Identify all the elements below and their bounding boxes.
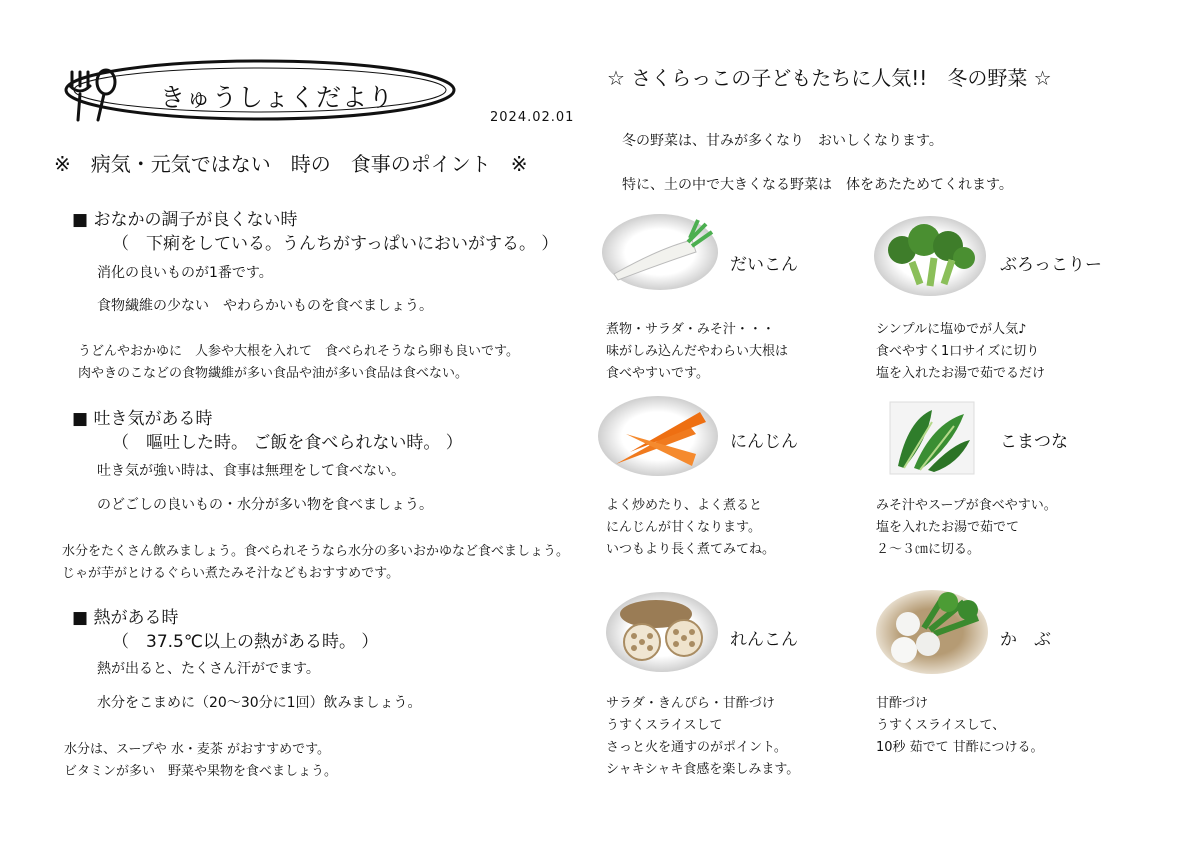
vegetable-line: 煮物・サラダ・みそ汁・・・ (606, 322, 775, 337)
section-line: 消化の良いものが1番です。 (97, 265, 273, 281)
vegetable-line: にんじんが甘くなります。 (606, 520, 761, 535)
daikon-photo (600, 212, 720, 292)
section-note: 水分は、スープや 水・麦茶 がおすすめです。 (64, 742, 331, 757)
vegetable-line: シャキシャキ食感を楽しみます。 (606, 762, 800, 777)
vegetable-line: よく炒めたり、よく煮ると (606, 498, 763, 513)
vegetable-name: れんこん (730, 630, 798, 650)
page-title: きゅうしょくだより (160, 83, 395, 112)
section-line: 熱が出ると、たくさん汗がでます。 (97, 661, 320, 677)
vegetable-line: 甘酢づけ (876, 696, 929, 711)
vegetable-line: 塩を入れたお湯で茹でるだけ (876, 366, 1046, 381)
section-title-nausea: ■ 吐き気がある時 (72, 409, 213, 429)
vegetable-name: か ぶ (1000, 630, 1051, 650)
section-note: 水分をたくさん飲みましょう。食べられそうなら水分の多いおかゆなど食べましょう。 (62, 544, 570, 559)
intro-line: 冬の野菜は、甘みが多くなり おいしくなります。 (622, 133, 943, 149)
issue-date: 2024.02.01 (490, 110, 575, 125)
right-heading: ☆ さくらっこの子どもたちに人気!! 冬の野菜 ☆ (607, 66, 1052, 90)
section-note: じゃが芋がとけるぐらい煮たみそ汁などもおすすめです。 (62, 566, 400, 581)
carrot-photo (596, 394, 720, 478)
left-heading: ※ 病気・元気ではない 時の 食事のポイント ※ (54, 152, 528, 176)
vegetable-line: シンプルに塩ゆでが人気♪ (876, 322, 1027, 337)
intro-line: 特に、土の中で大きくなる野菜は 体をあたためてくれます。 (622, 177, 1013, 193)
section-note: うどんやおかゆに 人参や大根を入れて 食べられそうなら卵も良いです。 (78, 344, 519, 359)
section-subtitle-nausea: （ 嘔吐した時。 ご飯を食べられない時。 ） (112, 433, 463, 453)
section-line: 吐き気が強い時は、食事は無理をして食べない。 (97, 463, 405, 479)
vegetable-line: うすくスライスして、 (876, 718, 1006, 733)
vegetable-name: にんじん (730, 432, 798, 452)
section-subtitle-stomach: （ 下痢をしている。うんちがすっぱいにおいがする。 ） (112, 234, 559, 254)
vegetable-line: 塩を入れたお湯で茹でて (876, 520, 1020, 535)
section-line: 水分をこまめに（20～30分に1回）飲みましょう。 (97, 695, 422, 711)
section-line: のどごしの良いもの・水分が多い物を食べましょう。 (97, 497, 433, 513)
broccoli-photo (872, 214, 988, 298)
vegetable-name: こまつな (1000, 432, 1068, 452)
section-note: 肉やきのこなどの食物繊維が多い食品や油が多い食品は食べない。 (78, 366, 469, 381)
section-note: ビタミンが多い 野菜や果物を食べましょう。 (64, 764, 338, 779)
section-line: 食物繊維の少ない やわらかいものを食べましょう。 (97, 298, 433, 314)
vegetable-line: サラダ・きんぴら・甘酢づけ (606, 696, 775, 711)
section-title-fever: ■ 熱がある時 (72, 608, 179, 628)
section-subtitle-fever: （ 37.5℃以上の熱がある時。 ） (112, 632, 379, 652)
lotus-root-photo (604, 590, 720, 674)
vegetable-name: ぶろっこりー (1000, 255, 1102, 275)
vegetable-line: 10秒 茹でて 甘酢につける。 (876, 740, 1044, 755)
fork-spoon-icon (58, 66, 124, 124)
vegetable-line: うすくスライスして (606, 718, 723, 733)
vegetable-line: さっと火を通すのがポイント。 (606, 740, 787, 755)
vegetable-line: 食べやすく1口サイズに切り (876, 344, 1040, 359)
turnip-photo (874, 588, 990, 676)
section-title-stomach: ■ おなかの調子が良くない時 (72, 210, 298, 230)
vegetable-line: 味がしみ込んだやわらい大根は (606, 344, 789, 359)
vegetable-name: だいこん (730, 255, 798, 275)
komatsuna-photo (888, 400, 976, 476)
vegetable-line: みそ汁やスープが食べやすい。 (876, 498, 1057, 513)
vegetable-line: ２～３㎝に切る。 (876, 542, 981, 557)
vegetable-line: いつもより長く煮てみてね。 (606, 542, 776, 557)
vegetable-line: 食べやすいです。 (606, 366, 709, 381)
